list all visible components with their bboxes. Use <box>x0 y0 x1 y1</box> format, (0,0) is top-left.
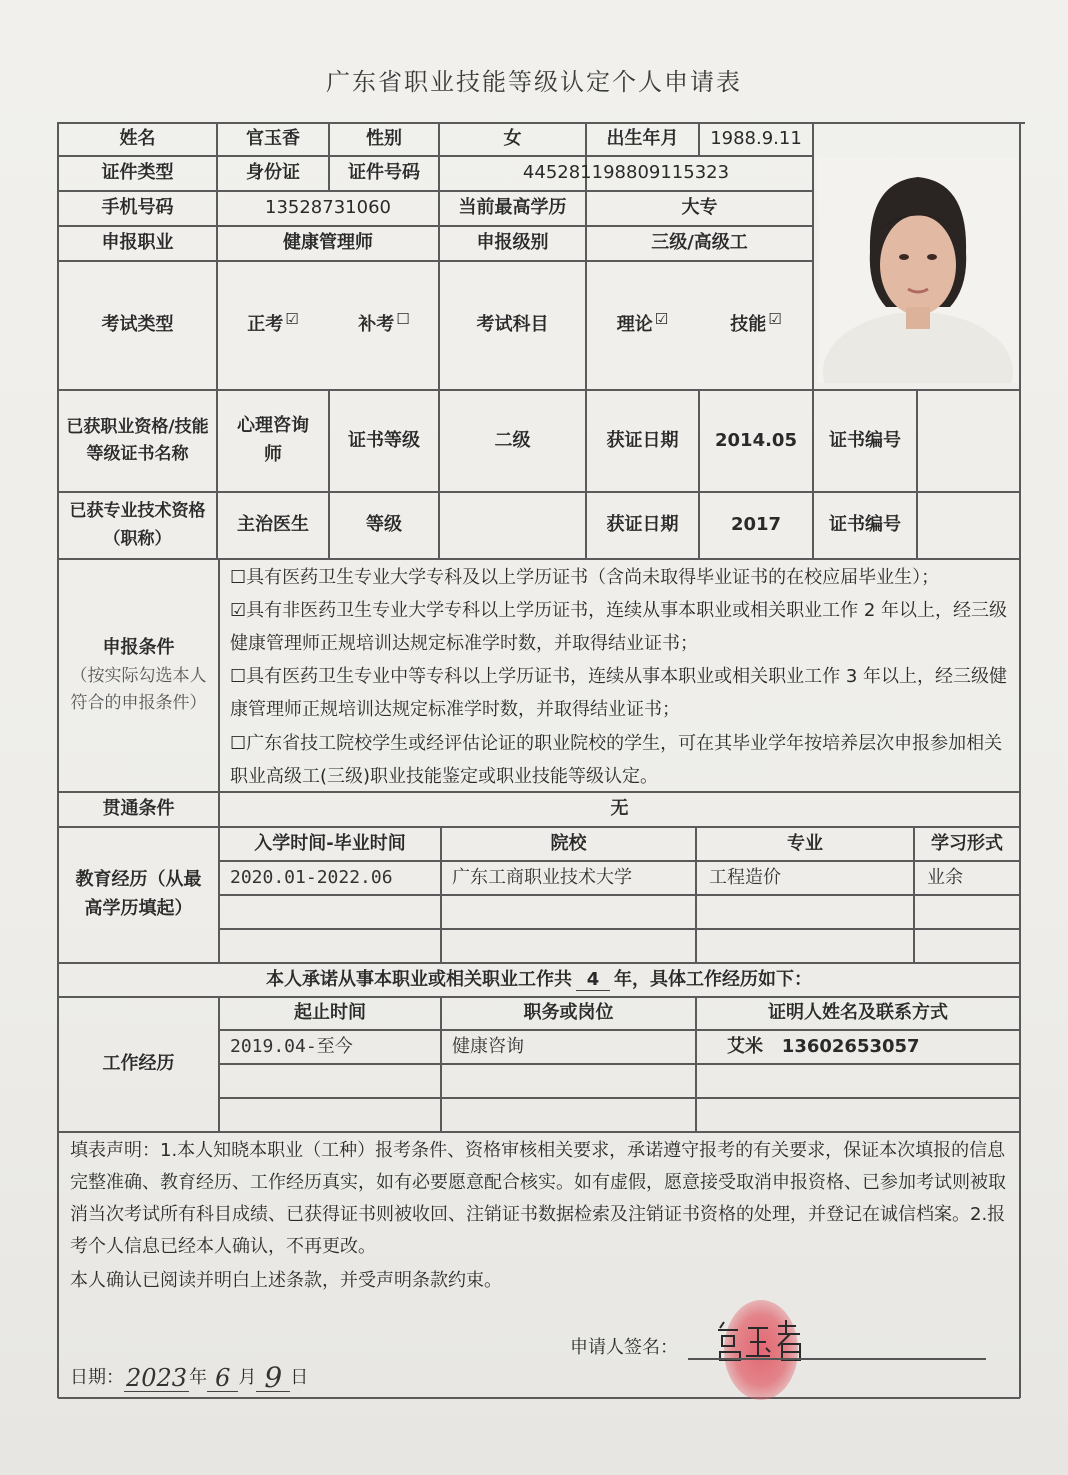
date-month: 6 <box>207 1365 238 1392</box>
date-field <box>70 1362 330 1394</box>
conditions-label: 申报条件 <box>102 636 175 658</box>
through-condition-label: 贯通条件 <box>102 798 175 820</box>
signature-line <box>688 1358 986 1360</box>
edu-header-period: 入学时间-毕业时间 <box>254 832 406 854</box>
work-position: 健康咨询 <box>452 1035 524 1057</box>
phone-value: 13528731060 <box>265 197 391 219</box>
promise-text-end: 年，具体工作经历如下： <box>614 968 812 990</box>
applicant-signature <box>712 1316 812 1373</box>
declaration-text: 填表声明：1.本人知晓本职业（工种）报考条件、资格审核相关要求，承诺遵守报考的有关要求，保证本次填报的信息完整准确、教育经历、工作经历真实，如有必要愿意配合核实。如有虚假，愿意接受取消申报资格、已参加考试则被取消当次考试所有科目成绩、已获得证书则被收回、注销证书数据检索及注销证书资格的处理，并登记在诚信档案。2.报考个人信息已经本人确认，不再更改。 <box>70 1140 1006 1257</box>
exam-theory-label: 理论 <box>616 314 653 336</box>
cert-number-value[interactable] <box>918 391 1019 491</box>
edu-major: 工程造价 <box>709 866 781 888</box>
dob-value: 1988.9.11 <box>710 128 802 150</box>
work-header-referee: 证明人姓名及联系方式 <box>768 1002 948 1024</box>
condition-item[interactable]: ☐具有医药卫生专业大学专科及以上学历证书（含尚未取得毕业证书的在校应届毕业生）； <box>230 567 940 588</box>
education-label: 教育经历（从最高学历填起） <box>75 869 202 919</box>
border-right <box>1019 122 1021 1398</box>
rule <box>219 928 1021 930</box>
exam-theory-option[interactable] <box>587 262 698 389</box>
exam-subject-label: 考试科目 <box>476 314 549 336</box>
id-type-value: 身份证 <box>246 162 300 184</box>
phone-label: 手机号码 <box>101 197 174 219</box>
apply-level-label: 申报级别 <box>476 232 549 254</box>
condition-item[interactable]: ☐具有医药卫生专业中等专科以上学历证书，连续从事本职业或相关职业工作 3 年以上，经三级健康管理师正规培训达规定标准学时数，并取得结业证书； <box>230 666 1008 720</box>
work-years-value: 4 <box>576 970 610 991</box>
signature-label: 申请人签名： <box>570 1336 678 1358</box>
edu-header-school: 院校 <box>550 832 587 854</box>
rule <box>218 558 220 963</box>
gender-value: 女 <box>503 128 522 150</box>
pro-title-label: 已获专业技术资格（职称） <box>69 501 206 549</box>
edu-header-mode: 学习形式 <box>931 832 1003 854</box>
occupation-label: 申报职业 <box>101 232 174 254</box>
cert-date-value: 2014.05 <box>715 429 797 451</box>
exam-regular-option[interactable] <box>218 262 328 389</box>
work-header-position: 职务或岗位 <box>523 1002 614 1024</box>
exam-skill-label: 技能 <box>730 314 767 336</box>
edu-mode: 业余 <box>927 866 963 888</box>
id-type-label: 证件类型 <box>101 162 174 184</box>
cert-grade-value: 二级 <box>494 429 531 451</box>
exam-makeup-label: 补考 <box>358 314 395 336</box>
pro-number-label: 证书编号 <box>829 514 901 536</box>
cert-name-label: 已获职业资格/技能等级证书名称 <box>66 416 209 464</box>
cert-name-value: 心理咨询师 <box>237 415 309 465</box>
pro-date-value: 2017 <box>730 514 782 536</box>
edu-header-major: 专业 <box>787 832 823 854</box>
pro-grade-label: 等级 <box>366 514 402 536</box>
name-value: 官玉香 <box>246 128 300 150</box>
declaration-confirm: 本人确认已阅读并明白上述条款，并受声明条款约束。 <box>70 1270 502 1291</box>
pro-number-value[interactable] <box>918 493 1019 558</box>
dob-label: 出生年月 <box>606 128 679 150</box>
rule <box>57 1131 1021 1133</box>
checkbox-empty-icon[interactable]: ☐ <box>396 309 410 328</box>
work-years-statement <box>59 964 1019 996</box>
promise-text: 本人承诺从事本职业或相关职业工作共 <box>266 968 572 990</box>
checkbox-checked-icon[interactable]: ☑ <box>285 309 299 328</box>
education-level-value: 大专 <box>681 197 718 219</box>
apply-level-value: 三级/高级工 <box>651 232 748 254</box>
date-label: 日期： <box>70 1366 124 1388</box>
checkbox-checked-icon[interactable]: ☑ <box>768 309 782 328</box>
border-bottom <box>58 1397 1020 1399</box>
exam-makeup-option[interactable] <box>330 262 438 389</box>
id-number-label: 证件号码 <box>348 162 420 184</box>
date-day: 9 <box>256 1365 290 1392</box>
checkbox-checked-icon[interactable]: ☑ <box>654 309 669 328</box>
form-title: 广东省职业技能等级认定个人申请表 <box>326 68 742 96</box>
gender-label: 性别 <box>366 128 402 150</box>
occupation-value: 健康管理师 <box>283 232 373 254</box>
exam-regular-label: 正考 <box>247 314 284 336</box>
work-referee: 艾米 13602653057 <box>727 1035 920 1057</box>
applicant-photo <box>818 157 1018 383</box>
condition-item[interactable]: ☐广东省技工院校学生或经评估论证的职业院校的学生，可在其毕业学年按培养层次申报参加相关职业高级工(三级)职业技能鉴定或职业技能等级认定。 <box>230 733 1003 787</box>
rule <box>219 1063 1021 1065</box>
date-year-unit: 年 <box>189 1366 208 1388</box>
date-day-unit: 日 <box>290 1366 309 1388</box>
pro-date-label: 获证日期 <box>606 514 679 536</box>
date-month-unit: 月 <box>238 1366 257 1388</box>
cert-number-label: 证书编号 <box>829 429 901 451</box>
pro-grade-value[interactable] <box>440 493 585 558</box>
rule <box>219 894 1021 896</box>
work-header-period: 起止时间 <box>294 1002 366 1024</box>
conditions-note: （按实际勾选本人符合的申报条件） <box>70 665 207 713</box>
date-year: 2023 <box>126 1363 188 1392</box>
pro-title-value: 主治医生 <box>237 514 309 536</box>
cert-grade-label: 证书等级 <box>348 429 420 451</box>
rule <box>219 1097 1021 1099</box>
work-period: 2019.04-至今 <box>230 1035 353 1057</box>
exam-skill-option[interactable] <box>700 262 812 389</box>
work-label: 工作经历 <box>102 1053 175 1075</box>
education-level-label: 当前最高学历 <box>458 197 567 219</box>
edu-school: 广东工商职业技术大学 <box>452 866 632 888</box>
conditions-label-block <box>59 560 218 791</box>
through-condition-value: 无 <box>610 798 629 820</box>
edu-period: 2020.01-2022.06 <box>230 866 393 888</box>
exam-type-label: 考试类型 <box>101 314 174 336</box>
condition-item[interactable]: ☑具有非医药卫生专业大学专科以上学历证书，连续从事本职业或相关职业工作 2 年以上，经三级健康管理师正规培训达规定标准学时数，并取得结业证书； <box>230 600 1008 654</box>
name-label: 姓名 <box>119 128 156 150</box>
id-number-value: 445281198809115323 <box>522 162 730 184</box>
cert-date-label: 获证日期 <box>606 429 679 451</box>
